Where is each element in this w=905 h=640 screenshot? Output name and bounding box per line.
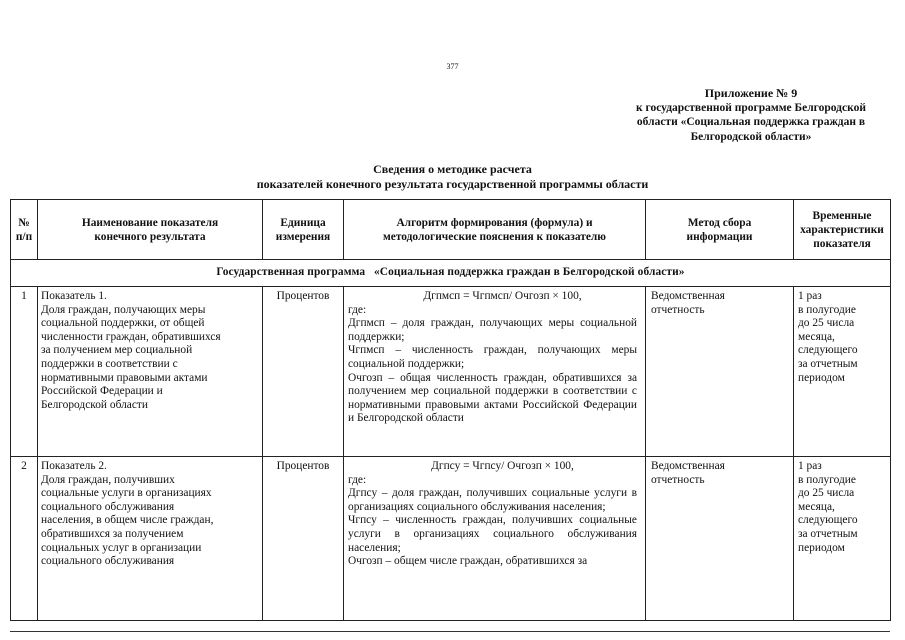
section-row	[11, 260, 891, 287]
formula-definition: Очгозп – общая численность граждан, обратившихся за получением мер социальной поддержки в соответствии с нормативными правовыми актами Российской Федерации и Белгородской области	[348, 371, 637, 425]
document-title	[0, 162, 905, 191]
formula: Дгпсу = Чгпсу/ Очгозп × 100,	[431, 460, 574, 472]
table-row	[11, 457, 891, 621]
formula-where: где:	[348, 303, 367, 316]
formula-cell	[344, 457, 646, 621]
indicator-name-cell: Показатель 1. Доля граждан, получающих меры социальной поддержки, от общей численности граждан, обратившихся за получением мер социальной поддержки в соответствии с нормативными правовыми актами Российской Федерации и Белгородской области	[38, 287, 263, 457]
table-row	[11, 287, 891, 457]
formula-definition: Чгпсу – численность граждан, получивших социальные услуги в организациях социального обслуживания населения;	[348, 514, 637, 554]
row-number: 1	[11, 287, 38, 457]
header-timing: Временные характеристики показателя	[794, 200, 891, 260]
appendix-line: Белгородской области»	[690, 130, 812, 143]
collection-method-cell: Ведомственная отчетность	[646, 287, 794, 457]
header-algorithm: Алгоритм формирования (формула) и методологические пояснения к показателю	[344, 200, 646, 260]
page-bottom-rule	[10, 631, 890, 632]
row-number: 2	[11, 457, 38, 621]
indicator-name-cell: Показатель 2. Доля граждан, получивших социальные услуги в организациях социального обслуживания населения, в общем числе граждан, обратившихся за получением социальных услуг в организации социального обслуживания	[38, 457, 263, 621]
unit-cell: Процентов	[263, 287, 344, 457]
section-title: Государственная программа «Социальная поддержка граждан в Белгородской области»	[11, 260, 891, 287]
appendix-title: Приложение № 9	[704, 86, 798, 100]
formula-definition: Чгпмсп – численность граждан, получающих меры социальной поддержки;	[348, 344, 637, 370]
formula-definition: Очгозп – общем числе граждан, обратившихся за	[348, 555, 588, 568]
timing-cell: 1 раз в полугодие до 25 числа месяца, следующего за отчетным периодом	[794, 287, 891, 457]
appendix-block	[612, 86, 890, 144]
unit-cell: Процентов	[263, 457, 344, 621]
header-collection-method: Метод сбора информации	[646, 200, 794, 260]
table-header-row	[11, 200, 891, 260]
indicator-title: Показатель 1.	[41, 290, 107, 302]
formula: Дгпмсп = Чгпмсп/ Очгозп × 100,	[423, 290, 582, 302]
formula-cell	[344, 287, 646, 457]
formula-where: где:	[348, 473, 367, 486]
document-title-line: Сведения о методике расчета	[373, 162, 532, 176]
page-number: 377	[446, 62, 459, 71]
appendix-line: области «Социальная поддержка граждан в	[636, 116, 866, 128]
collection-method-cell: Ведомственная отчетность	[646, 457, 794, 621]
formula-definition: Дгпмсп – доля граждан, получающих меры социальной поддержки;	[348, 317, 637, 343]
formula-definition: Дгпсу – доля граждан, получивших социальные услуги в организациях социального обслуживания населения;	[348, 487, 637, 513]
header-num: № п/п	[11, 200, 38, 260]
methodology-table	[10, 199, 891, 621]
document-title-line: показателей конечного результата государственной программы области	[256, 176, 649, 191]
header-unit: Единица измерения	[263, 200, 344, 260]
appendix-line: к государственной программе Белгородской	[636, 101, 866, 114]
header-indicator-name: Наименование показателя конечного результата	[38, 200, 263, 260]
timing-cell: 1 раз в полугодие до 25 числа месяца, следующего за отчетным периодом	[794, 457, 891, 621]
indicator-title: Показатель 2.	[41, 460, 107, 472]
